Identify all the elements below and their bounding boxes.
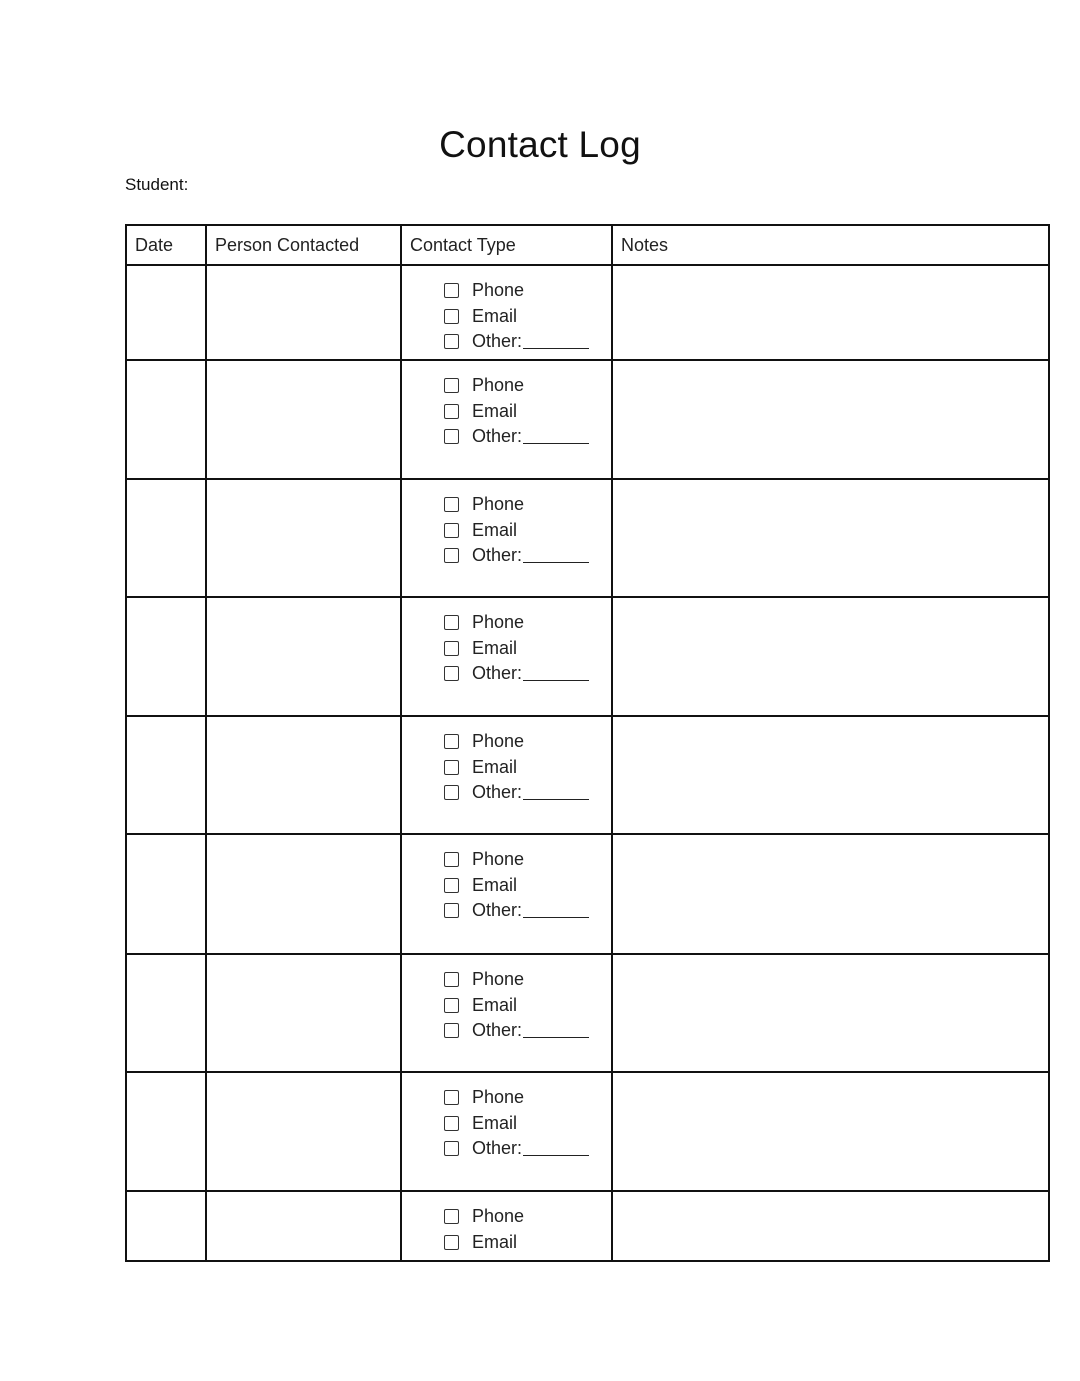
option-label: Email xyxy=(472,994,518,1015)
notes-cell[interactable] xyxy=(612,954,1049,1072)
checkbox-email[interactable] xyxy=(444,309,459,324)
checkbox-other[interactable] xyxy=(444,548,459,563)
contact-option-email[interactable] xyxy=(444,993,611,1019)
checkbox-other[interactable] xyxy=(444,666,459,681)
contact-option-other[interactable] xyxy=(444,543,611,569)
contact-option-other[interactable] xyxy=(444,780,611,806)
checkbox-email[interactable] xyxy=(444,1235,459,1250)
person-contacted-cell[interactable] xyxy=(206,1072,401,1191)
column-header-date: Date xyxy=(126,225,206,265)
option-label: Other: xyxy=(472,426,523,447)
contact-type-cell xyxy=(401,597,612,716)
contact-option-phone[interactable] xyxy=(444,1085,611,1111)
checkbox-other[interactable] xyxy=(444,429,459,444)
person-contacted-cell[interactable] xyxy=(206,265,401,360)
date-cell[interactable] xyxy=(126,716,206,834)
contact-option-email[interactable] xyxy=(444,399,611,425)
notes-cell[interactable] xyxy=(612,834,1049,954)
notes-cell[interactable] xyxy=(612,597,1049,716)
person-contacted-cell[interactable] xyxy=(206,1191,401,1261)
person-contacted-cell[interactable] xyxy=(206,597,401,716)
checkbox-email[interactable] xyxy=(444,523,459,538)
person-contacted-cell[interactable] xyxy=(206,360,401,479)
date-cell[interactable] xyxy=(126,954,206,1072)
other-blank-line[interactable] xyxy=(523,785,589,800)
checkbox-email[interactable] xyxy=(444,760,459,775)
table-row xyxy=(126,834,1049,954)
option-label: Phone xyxy=(472,1206,525,1227)
contact-log-table xyxy=(125,224,1050,1262)
contact-option-email[interactable] xyxy=(444,518,611,544)
table-row xyxy=(126,716,1049,834)
other-blank-line[interactable] xyxy=(523,666,589,681)
checkbox-phone[interactable] xyxy=(444,972,459,987)
contact-type-cell xyxy=(401,1072,612,1191)
person-contacted-cell[interactable] xyxy=(206,954,401,1072)
option-label: Email xyxy=(472,305,518,326)
checkbox-phone[interactable] xyxy=(444,1090,459,1105)
checkbox-other[interactable] xyxy=(444,1141,459,1156)
notes-cell[interactable] xyxy=(612,265,1049,360)
checkbox-other[interactable] xyxy=(444,785,459,800)
checkbox-other[interactable] xyxy=(444,334,459,349)
option-label: Phone xyxy=(472,612,525,633)
checkbox-phone[interactable] xyxy=(444,852,459,867)
other-blank-line[interactable] xyxy=(523,429,589,444)
contact-option-other[interactable] xyxy=(444,424,611,450)
notes-cell[interactable] xyxy=(612,716,1049,834)
option-label: Email xyxy=(472,400,518,421)
contact-option-phone[interactable] xyxy=(444,729,611,755)
table-row xyxy=(126,597,1049,716)
other-blank-line[interactable] xyxy=(523,334,589,349)
contact-option-email[interactable] xyxy=(444,304,611,330)
checkbox-email[interactable] xyxy=(444,998,459,1013)
other-blank-line[interactable] xyxy=(523,903,589,918)
contact-type-cell xyxy=(401,360,612,479)
contact-type-cell xyxy=(401,1191,612,1261)
date-cell[interactable] xyxy=(126,265,206,360)
contact-option-email[interactable] xyxy=(444,1111,611,1137)
date-cell[interactable] xyxy=(126,1191,206,1261)
date-cell[interactable] xyxy=(126,834,206,954)
contact-option-phone[interactable] xyxy=(444,847,611,873)
contact-type-cell xyxy=(401,834,612,954)
checkbox-phone[interactable] xyxy=(444,1209,459,1224)
option-label: Other: xyxy=(472,545,523,566)
other-blank-line[interactable] xyxy=(523,548,589,563)
contact-option-other[interactable] xyxy=(444,1018,611,1044)
contact-option-other[interactable] xyxy=(444,329,611,355)
checkbox-email[interactable] xyxy=(444,404,459,419)
checkbox-phone[interactable] xyxy=(444,378,459,393)
contact-type-cell xyxy=(401,265,612,360)
checkbox-phone[interactable] xyxy=(444,734,459,749)
option-label: Phone xyxy=(472,849,525,870)
other-blank-line[interactable] xyxy=(523,1023,589,1038)
notes-cell[interactable] xyxy=(612,479,1049,597)
option-label: Other: xyxy=(472,663,523,684)
person-contacted-cell[interactable] xyxy=(206,716,401,834)
table-row xyxy=(126,360,1049,479)
checkbox-phone[interactable] xyxy=(444,615,459,630)
checkbox-email[interactable] xyxy=(444,1116,459,1131)
checkbox-phone[interactable] xyxy=(444,497,459,512)
checkbox-email[interactable] xyxy=(444,878,459,893)
contact-option-phone[interactable] xyxy=(444,967,611,993)
header-row xyxy=(126,225,1049,265)
column-header-notes: Notes xyxy=(612,225,1049,265)
date-cell[interactable] xyxy=(126,597,206,716)
student-label: Student: xyxy=(125,175,189,194)
option-label: Phone xyxy=(472,375,525,396)
contact-option-email[interactable] xyxy=(444,636,611,662)
contact-option-phone[interactable] xyxy=(444,373,611,399)
table-row xyxy=(126,954,1049,1072)
person-contacted-cell[interactable] xyxy=(206,479,401,597)
contact-option-email[interactable] xyxy=(444,873,611,899)
notes-cell[interactable] xyxy=(612,1191,1049,1261)
option-label: Email xyxy=(472,637,518,658)
option-label: Email xyxy=(472,756,518,777)
option-label: Other: xyxy=(472,331,523,352)
option-label: Email xyxy=(472,874,518,895)
checkbox-other[interactable] xyxy=(444,903,459,918)
contact-type-cell xyxy=(401,716,612,834)
contact-option-phone[interactable] xyxy=(444,278,611,304)
option-label: Other: xyxy=(472,1020,523,1041)
checkbox-other[interactable] xyxy=(444,1023,459,1038)
contact-option-other[interactable] xyxy=(444,1136,611,1162)
checkbox-email[interactable] xyxy=(444,641,459,656)
table-row xyxy=(126,1191,1049,1261)
contact-option-phone[interactable] xyxy=(444,610,611,636)
date-cell[interactable] xyxy=(126,1072,206,1191)
option-label: Phone xyxy=(472,494,525,515)
date-cell[interactable] xyxy=(126,479,206,597)
column-header-person-contacted: Person Contacted xyxy=(206,225,401,265)
contact-option-other[interactable] xyxy=(444,898,611,924)
option-label: Phone xyxy=(472,969,525,990)
other-blank-line[interactable] xyxy=(523,1141,589,1156)
contact-option-phone[interactable] xyxy=(444,492,611,518)
person-contacted-cell[interactable] xyxy=(206,834,401,954)
option-label: Email xyxy=(472,519,518,540)
table-row xyxy=(126,479,1049,597)
contact-option-other[interactable] xyxy=(444,661,611,687)
notes-cell[interactable] xyxy=(612,360,1049,479)
page-title: Contact Log xyxy=(439,124,641,165)
table-row xyxy=(126,265,1049,360)
checkbox-phone[interactable] xyxy=(444,283,459,298)
date-cell[interactable] xyxy=(126,360,206,479)
option-label: Phone xyxy=(472,280,525,301)
option-label: Other: xyxy=(472,1138,523,1159)
contact-type-cell xyxy=(401,954,612,1072)
option-label: Other: xyxy=(472,782,523,803)
option-label: Phone xyxy=(472,1087,525,1108)
option-label: Phone xyxy=(472,731,525,752)
contact-type-cell xyxy=(401,479,612,597)
table-row xyxy=(126,1072,1049,1191)
option-label: Email xyxy=(472,1112,518,1133)
option-label: Email xyxy=(472,1231,518,1252)
column-header-contact-type: Contact Type xyxy=(401,225,612,265)
option-label: Other: xyxy=(472,900,523,921)
contact-option-email[interactable] xyxy=(444,1230,611,1256)
notes-cell[interactable] xyxy=(612,1072,1049,1191)
contact-option-phone[interactable] xyxy=(444,1204,611,1230)
contact-option-email[interactable] xyxy=(444,755,611,781)
